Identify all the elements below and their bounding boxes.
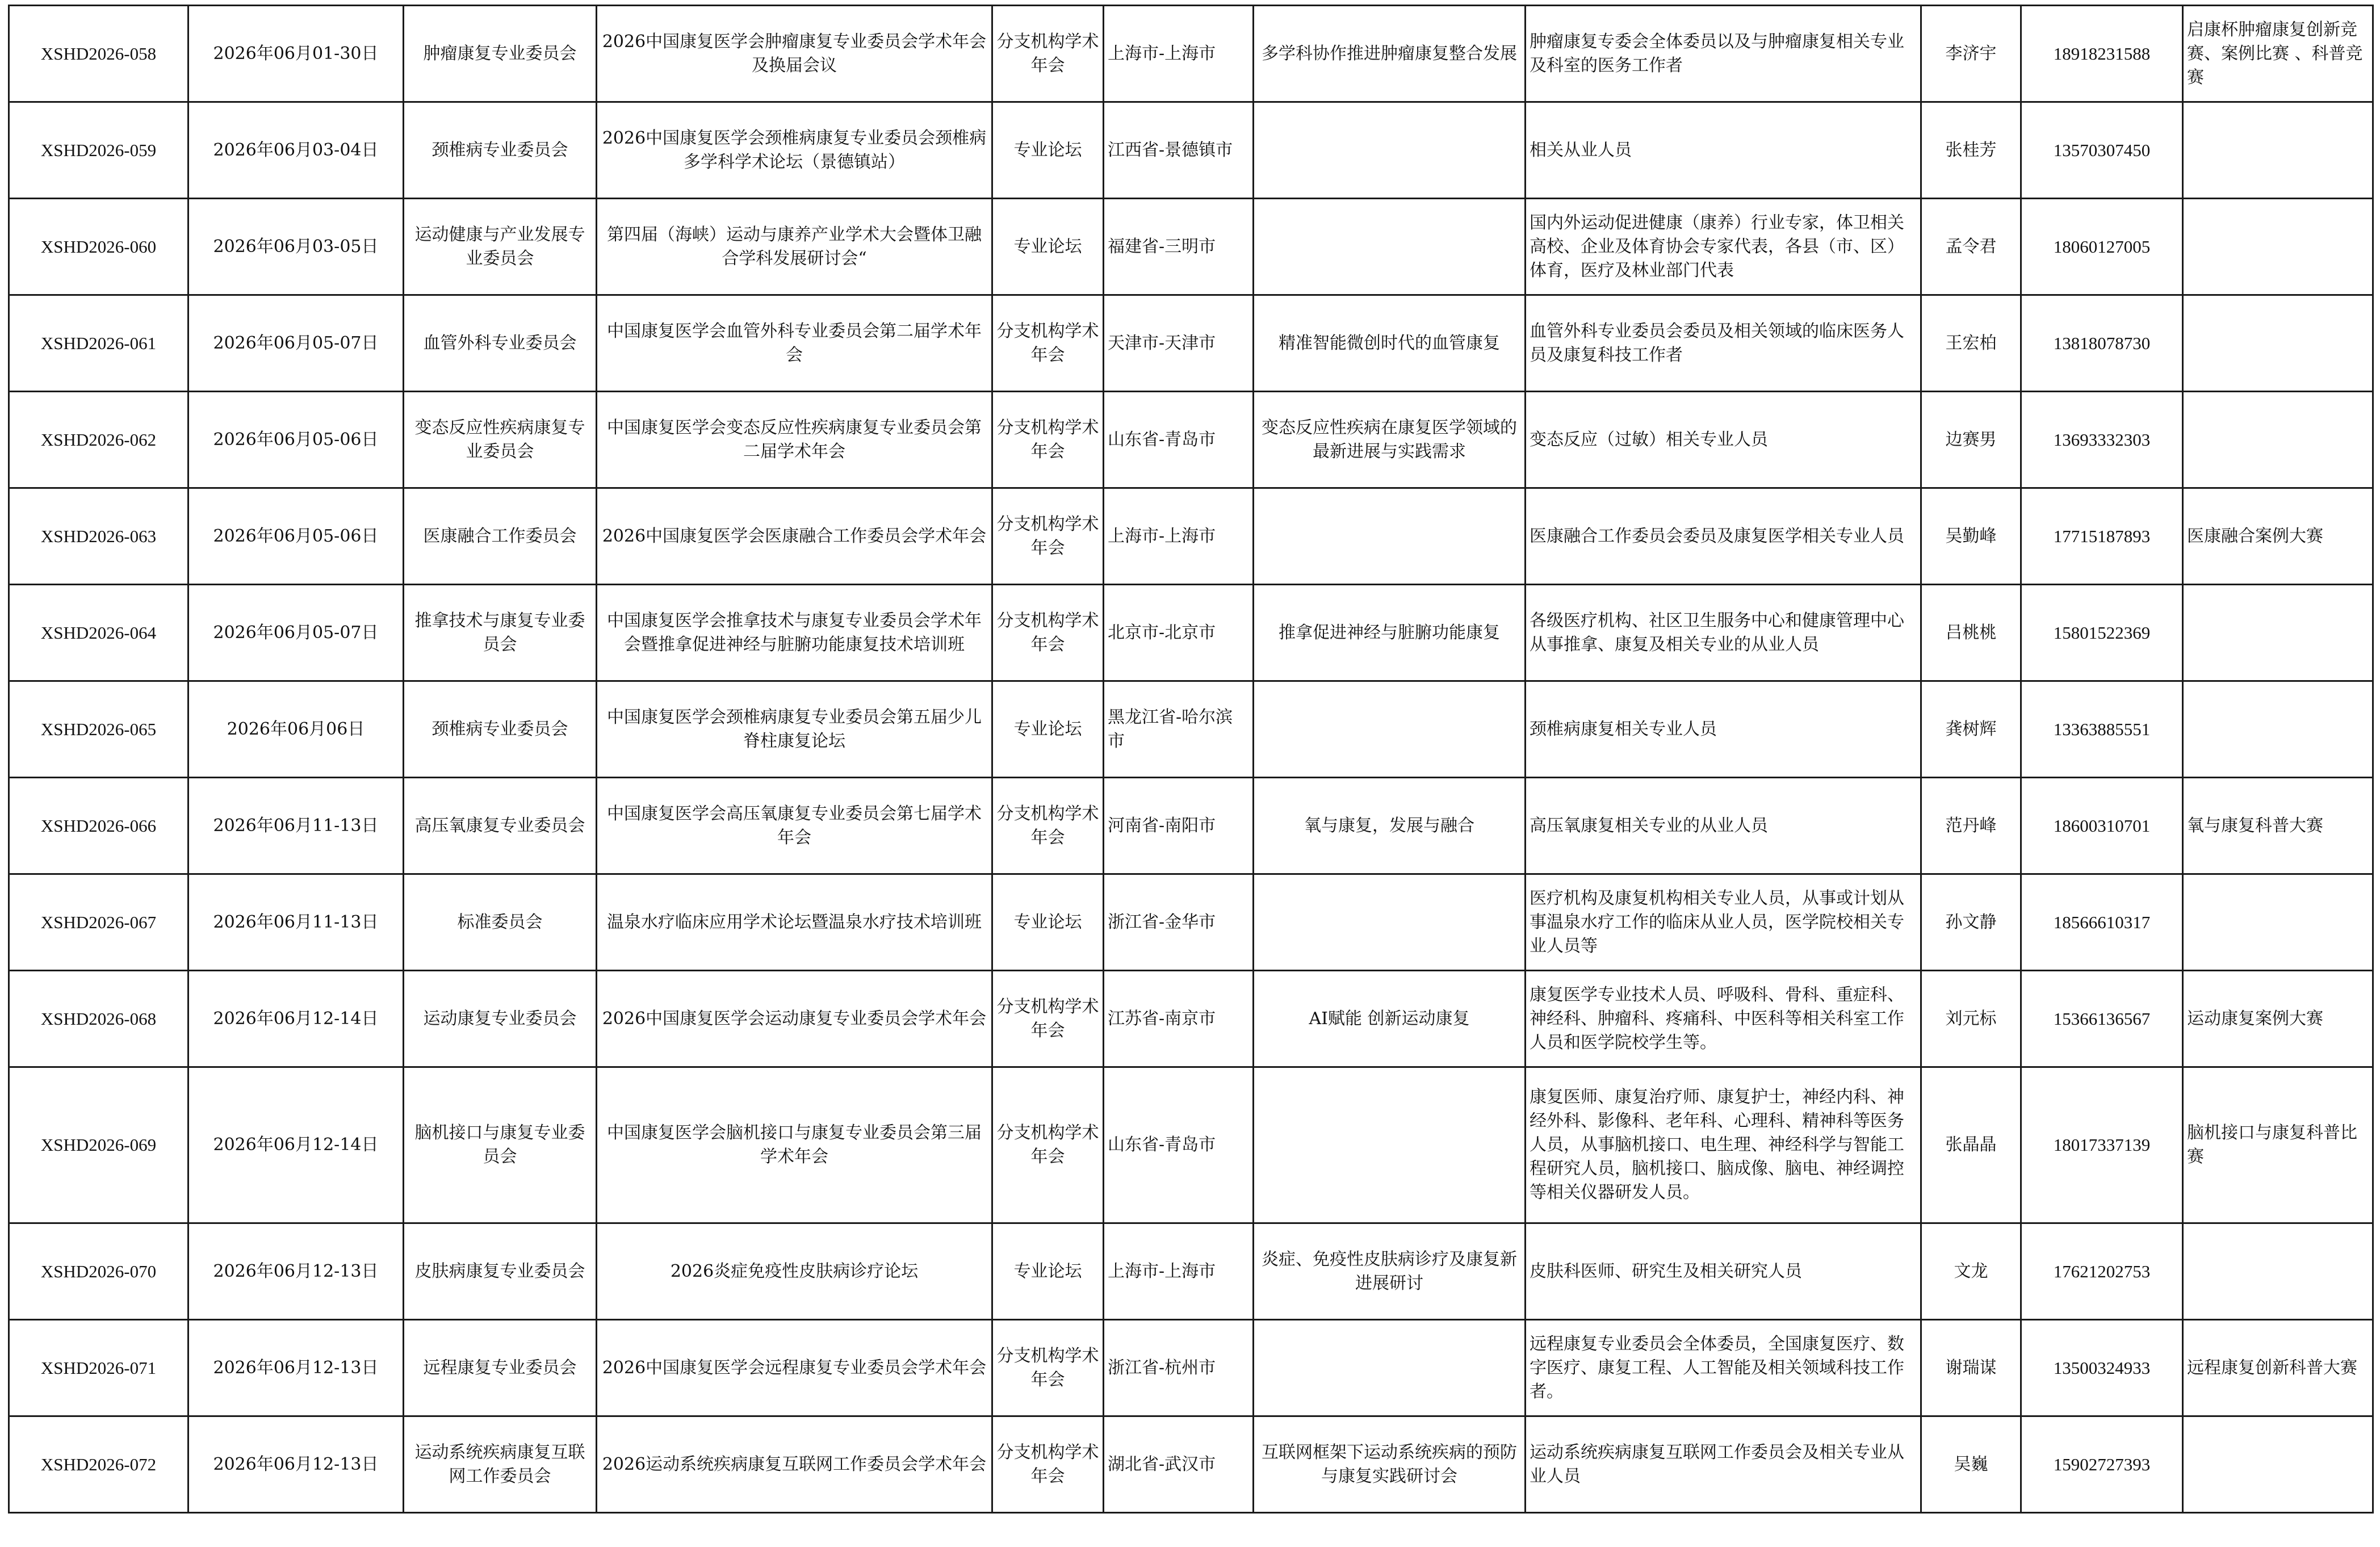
location-cell: 黑龙江省-哈尔滨市	[1104, 681, 1254, 778]
theme-cell: 互联网框架下运动系统疾病的预防与康复实践研讨会	[1254, 1416, 1526, 1513]
phone-cell: 13818078730	[2021, 295, 2183, 392]
organizer-cell: 变态反应性疾病康复专业委员会	[404, 392, 597, 488]
activity-schedule-sheet	[8, 5, 2372, 1543]
theme-cell: AI赋能 创新运动康复	[1254, 971, 1526, 1067]
code-cell: XSHD2026-062	[9, 392, 188, 488]
audience-cell: 医疗机构及康复机构相关专业人员，从事或计划从事温泉水疗工作的临床从业人员，医学院校相关专业人员等	[1526, 874, 1921, 971]
organizer-cell: 标准委员会	[404, 874, 597, 971]
date-cell: 2026年06月05-07日	[188, 585, 404, 681]
contact-cell: 孟令君	[1921, 199, 2021, 295]
category-cell: 分支机构学术年会	[992, 295, 1104, 392]
organizer-cell: 肿瘤康复专业委员会	[404, 6, 597, 102]
code-cell: XSHD2026-063	[9, 488, 188, 585]
code-cell: XSHD2026-071	[9, 1320, 188, 1416]
table-row	[9, 1320, 2373, 1416]
side-event-cell	[2183, 585, 2373, 681]
location-cell: 浙江省-金华市	[1104, 874, 1254, 971]
table-row	[9, 681, 2373, 778]
location-cell: 福建省-三明市	[1104, 199, 1254, 295]
table-row	[9, 199, 2373, 295]
code-cell: XSHD2026-067	[9, 874, 188, 971]
side-event-cell	[2183, 874, 2373, 971]
phone-cell: 18566610317	[2021, 874, 2183, 971]
table-row	[9, 1223, 2373, 1320]
category-cell: 分支机构学术年会	[992, 585, 1104, 681]
side-event-cell: 启康杯肿瘤康复创新竞赛、案例比赛 、科普竞赛	[2183, 6, 2373, 102]
contact-cell: 王宏柏	[1921, 295, 2021, 392]
contact-cell: 谢瑞谋	[1921, 1320, 2021, 1416]
date-cell: 2026年06月11-13日	[188, 778, 404, 874]
code-cell: XSHD2026-060	[9, 199, 188, 295]
phone-cell: 13570307450	[2021, 102, 2183, 199]
location-cell: 浙江省-杭州市	[1104, 1320, 1254, 1416]
meeting-name-cell: 2026运动系统疾病康复互联网工作委员会学术年会	[597, 1416, 992, 1513]
date-cell: 2026年06月05-07日	[188, 295, 404, 392]
category-cell: 专业论坛	[992, 199, 1104, 295]
contact-cell: 文龙	[1921, 1223, 2021, 1320]
location-cell: 江西省-景德镇市	[1104, 102, 1254, 199]
code-cell: XSHD2026-066	[9, 778, 188, 874]
organizer-cell: 运动健康与产业发展专业委员会	[404, 199, 597, 295]
theme-cell: 精准智能微创时代的血管康复	[1254, 295, 1526, 392]
organizer-cell: 颈椎病专业委员会	[404, 102, 597, 199]
audience-cell: 各级医疗机构、社区卫生服务中心和健康管理中心从事推拿、康复及相关专业的从业人员	[1526, 585, 1921, 681]
side-event-cell: 运动康复案例大赛	[2183, 971, 2373, 1067]
side-event-cell	[2183, 199, 2373, 295]
phone-cell: 15801522369	[2021, 585, 2183, 681]
meeting-name-cell: 中国康复医学会脑机接口与康复专业委员会第三届学术年会	[597, 1067, 992, 1223]
side-event-cell: 远程康复创新科普大赛	[2183, 1320, 2373, 1416]
contact-cell: 李济宇	[1921, 6, 2021, 102]
phone-cell: 17621202753	[2021, 1223, 2183, 1320]
category-cell: 分支机构学术年会	[992, 488, 1104, 585]
meeting-name-cell: 2026中国康复医学会远程康复专业委员会学术年会	[597, 1320, 992, 1416]
theme-cell	[1254, 199, 1526, 295]
category-cell: 分支机构学术年会	[992, 392, 1104, 488]
meeting-name-cell: 2026中国康复医学会颈椎病康复专业委员会颈椎病多学科学术论坛（景德镇站）	[597, 102, 992, 199]
contact-cell: 刘元标	[1921, 971, 2021, 1067]
audience-cell: 高压氧康复相关专业的从业人员	[1526, 778, 1921, 874]
contact-cell: 张桂芳	[1921, 102, 2021, 199]
phone-cell: 17715187893	[2021, 488, 2183, 585]
side-event-cell	[2183, 102, 2373, 199]
phone-cell: 13363885551	[2021, 681, 2183, 778]
organizer-cell: 推拿技术与康复专业委员会	[404, 585, 597, 681]
theme-cell	[1254, 1320, 1526, 1416]
location-cell: 北京市-北京市	[1104, 585, 1254, 681]
table-row	[9, 102, 2373, 199]
table-row	[9, 874, 2373, 971]
audience-cell: 变态反应（过敏）相关专业人员	[1526, 392, 1921, 488]
phone-cell: 13693332303	[2021, 392, 2183, 488]
audience-cell: 运动系统疾病康复互联网工作委员会及相关专业从业人员	[1526, 1416, 1921, 1513]
phone-cell: 18017337139	[2021, 1067, 2183, 1223]
theme-cell: 炎症、免疫性皮肤病诊疗及康复新进展研讨	[1254, 1223, 1526, 1320]
organizer-cell: 运动康复专业委员会	[404, 971, 597, 1067]
audience-cell: 康复医师、康复治疗师、康复护士，神经内科、神经外科、影像科、老年科、心理科、精神科等医务人员，从事脑机接口、电生理、神经科学与智能工程研究人员，脑机接口、脑成像、脑电、神经调控等相关仪器研发人员。	[1526, 1067, 1921, 1223]
contact-cell: 龚树辉	[1921, 681, 2021, 778]
theme-cell	[1254, 874, 1526, 971]
date-cell: 2026年06月03-05日	[188, 199, 404, 295]
organizer-cell: 皮肤病康复专业委员会	[404, 1223, 597, 1320]
organizer-cell: 颈椎病专业委员会	[404, 681, 597, 778]
theme-cell	[1254, 681, 1526, 778]
location-cell: 山东省-青岛市	[1104, 1067, 1254, 1223]
phone-cell: 18060127005	[2021, 199, 2183, 295]
audience-cell: 医康融合工作委员会委员及康复医学相关专业人员	[1526, 488, 1921, 585]
audience-cell: 皮肤科医师、研究生及相关研究人员	[1526, 1223, 1921, 1320]
location-cell: 江苏省-南京市	[1104, 971, 1254, 1067]
organizer-cell: 远程康复专业委员会	[404, 1320, 597, 1416]
theme-cell	[1254, 1067, 1526, 1223]
date-cell: 2026年06月12-13日	[188, 1223, 404, 1320]
code-cell: XSHD2026-061	[9, 295, 188, 392]
side-event-cell: 氧与康复科普大赛	[2183, 778, 2373, 874]
side-event-cell	[2183, 1223, 2373, 1320]
phone-cell: 13500324933	[2021, 1320, 2183, 1416]
location-cell: 河南省-南阳市	[1104, 778, 1254, 874]
table-row	[9, 778, 2373, 874]
category-cell: 专业论坛	[992, 1223, 1104, 1320]
table-body	[9, 6, 2373, 1513]
side-event-cell	[2183, 392, 2373, 488]
meeting-name-cell: 2026炎症免疫性皮肤病诊疗论坛	[597, 1223, 992, 1320]
category-cell: 分支机构学术年会	[992, 1067, 1104, 1223]
location-cell: 湖北省-武汉市	[1104, 1416, 1254, 1513]
theme-cell: 氧与康复，发展与融合	[1254, 778, 1526, 874]
meeting-name-cell: 中国康复医学会颈椎病康复专业委员会第五届少儿脊柱康复论坛	[597, 681, 992, 778]
table-row	[9, 1416, 2373, 1513]
side-event-cell	[2183, 1416, 2373, 1513]
code-cell: XSHD2026-064	[9, 585, 188, 681]
code-cell: XSHD2026-058	[9, 6, 188, 102]
side-event-cell: 脑机接口与康复科普比赛	[2183, 1067, 2373, 1223]
organizer-cell: 运动系统疾病康复互联网工作委员会	[404, 1416, 597, 1513]
category-cell: 专业论坛	[992, 681, 1104, 778]
date-cell: 2026年06月12-13日	[188, 1320, 404, 1416]
audience-cell: 相关从业人员	[1526, 102, 1921, 199]
date-cell: 2026年06月12-13日	[188, 1416, 404, 1513]
contact-cell: 张晶晶	[1921, 1067, 2021, 1223]
category-cell: 分支机构学术年会	[992, 6, 1104, 102]
code-cell: XSHD2026-069	[9, 1067, 188, 1223]
audience-cell: 颈椎病康复相关专业人员	[1526, 681, 1921, 778]
meeting-name-cell: 中国康复医学会血管外科专业委员会第二届学术年会	[597, 295, 992, 392]
category-cell: 分支机构学术年会	[992, 778, 1104, 874]
organizer-cell: 血管外科专业委员会	[404, 295, 597, 392]
date-cell: 2026年06月12-14日	[188, 1067, 404, 1223]
location-cell: 天津市-天津市	[1104, 295, 1254, 392]
table-row	[9, 295, 2373, 392]
audience-cell: 远程康复专业委员会全体委员，全国康复医疗、数字医疗、康复工程、人工智能及相关领域科技工作者。	[1526, 1320, 1921, 1416]
table-row	[9, 971, 2373, 1067]
phone-cell: 18600310701	[2021, 778, 2183, 874]
meeting-name-cell: 中国康复医学会推拿技术与康复专业委员会学术年会暨推拿促进神经与脏腑功能康复技术培训班	[597, 585, 992, 681]
date-cell: 2026年06月12-14日	[188, 971, 404, 1067]
table-row	[9, 392, 2373, 488]
contact-cell: 孙文静	[1921, 874, 2021, 971]
date-cell: 2026年06月11-13日	[188, 874, 404, 971]
location-cell: 上海市-上海市	[1104, 488, 1254, 585]
theme-cell: 推拿促进神经与脏腑功能康复	[1254, 585, 1526, 681]
theme-cell: 多学科协作推进肿瘤康复整合发展	[1254, 6, 1526, 102]
code-cell: XSHD2026-059	[9, 102, 188, 199]
meeting-name-cell: 第四届（海峡）运动与康养产业学术大会暨体卫融合学科发展研讨会“	[597, 199, 992, 295]
meeting-name-cell: 2026中国康复医学会肿瘤康复专业委员会学术年会及换届会议	[597, 6, 992, 102]
location-cell: 上海市-上海市	[1104, 1223, 1254, 1320]
date-cell: 2026年06月05-06日	[188, 392, 404, 488]
category-cell: 分支机构学术年会	[992, 1320, 1104, 1416]
contact-cell: 边赛男	[1921, 392, 2021, 488]
side-event-cell	[2183, 295, 2373, 392]
theme-cell	[1254, 488, 1526, 585]
audience-cell: 国内外运动促进健康（康养）行业专家，体卫相关高校、企业及体育协会专家代表，各县（市、区）体育，医疗及林业部门代表	[1526, 199, 1921, 295]
meeting-name-cell: 2026中国康复医学会运动康复专业委员会学术年会	[597, 971, 992, 1067]
organizer-cell: 高压氧康复专业委员会	[404, 778, 597, 874]
meeting-name-cell: 中国康复医学会高压氧康复专业委员会第七届学术年会	[597, 778, 992, 874]
contact-cell: 吴勤峰	[1921, 488, 2021, 585]
audience-cell: 肿瘤康复专委会全体委员以及与肿瘤康复相关专业及科室的医务工作者	[1526, 6, 1921, 102]
date-cell: 2026年06月03-04日	[188, 102, 404, 199]
side-event-cell	[2183, 681, 2373, 778]
category-cell: 分支机构学术年会	[992, 1416, 1104, 1513]
organizer-cell: 脑机接口与康复专业委员会	[404, 1067, 597, 1223]
code-cell: XSHD2026-068	[9, 971, 188, 1067]
audience-cell: 康复医学专业技术人员、呼吸科、骨科、重症科、神经科、肿瘤科、疼痛科、中医科等相关科室工作人员和医学院校学生等。	[1526, 971, 1921, 1067]
code-cell: XSHD2026-065	[9, 681, 188, 778]
location-cell: 山东省-青岛市	[1104, 392, 1254, 488]
location-cell: 上海市-上海市	[1104, 6, 1254, 102]
audience-cell: 血管外科专业委员会委员及相关领域的临床医务人员及康复科技工作者	[1526, 295, 1921, 392]
date-cell: 2026年06月06日	[188, 681, 404, 778]
contact-cell: 范丹峰	[1921, 778, 2021, 874]
code-cell: XSHD2026-072	[9, 1416, 188, 1513]
meeting-name-cell: 中国康复医学会变态反应性疾病康复专业委员会第二届学术年会	[597, 392, 992, 488]
table-row	[9, 1067, 2373, 1223]
meeting-name-cell: 2026中国康复医学会医康融合工作委员会学术年会	[597, 488, 992, 585]
organizer-cell: 医康融合工作委员会	[404, 488, 597, 585]
meeting-name-cell: 温泉水疗临床应用学术论坛暨温泉水疗技术培训班	[597, 874, 992, 971]
date-cell: 2026年06月05-06日	[188, 488, 404, 585]
category-cell: 专业论坛	[992, 102, 1104, 199]
phone-cell: 18918231588	[2021, 6, 2183, 102]
theme-cell	[1254, 102, 1526, 199]
table-row	[9, 585, 2373, 681]
phone-cell: 15366136567	[2021, 971, 2183, 1067]
activity-schedule-table	[8, 5, 2374, 1514]
theme-cell: 变态反应性疾病在康复医学领域的最新进展与实践需求	[1254, 392, 1526, 488]
phone-cell: 15902727393	[2021, 1416, 2183, 1513]
category-cell: 分支机构学术年会	[992, 971, 1104, 1067]
table-row	[9, 488, 2373, 585]
table-row	[9, 6, 2373, 102]
code-cell: XSHD2026-070	[9, 1223, 188, 1320]
date-cell: 2026年06月01-30日	[188, 6, 404, 102]
contact-cell: 吴巍	[1921, 1416, 2021, 1513]
side-event-cell: 医康融合案例大赛	[2183, 488, 2373, 585]
contact-cell: 吕桃桃	[1921, 585, 2021, 681]
category-cell: 专业论坛	[992, 874, 1104, 971]
